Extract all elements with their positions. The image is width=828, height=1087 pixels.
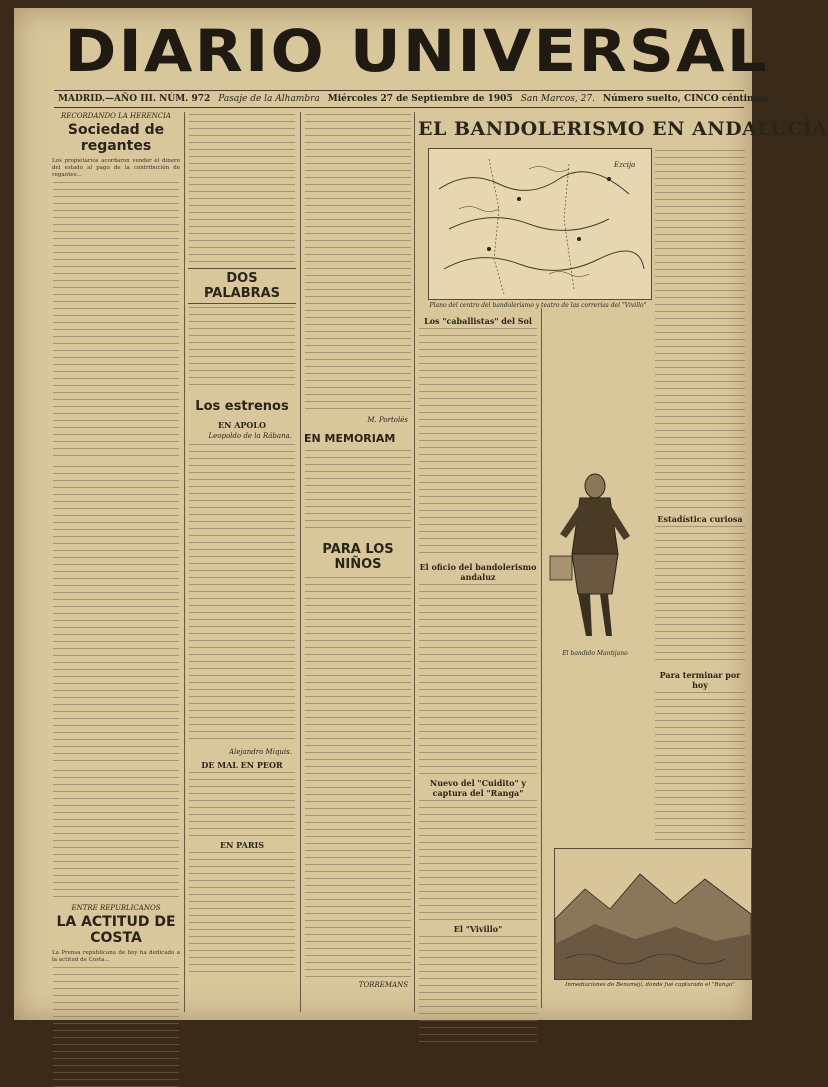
body-text-block [189, 114, 295, 262]
landscape-caption: Inmediaciones de Benamejí, donde fué capturado el "Ranga" [565, 982, 735, 988]
column-1 [52, 112, 180, 1012]
subheading: Para terminar por hoy [659, 670, 741, 690]
column-rule [184, 112, 185, 1012]
body-text-block [419, 584, 537, 774]
column-2 [188, 112, 296, 1012]
article-intro: Los propietarios acordaron vender el dinero del estado al pago de la contribución de regantes... [52, 158, 180, 178]
subheading: Nuevo del "Cuidito" y captura del "Ranga" [429, 778, 527, 798]
map-drawing [429, 149, 651, 299]
body-text-block [305, 114, 411, 412]
signature: Leopoldo de la Rábana. [208, 432, 292, 440]
section-heading: DOS PALABRAS [188, 268, 296, 304]
body-text-block [305, 577, 411, 977]
body-text-block [419, 800, 537, 920]
signature: M. Portolés [367, 416, 408, 424]
column-5 [654, 148, 746, 848]
address-right: San Marcos, 27. [520, 94, 595, 104]
body-text-block [53, 770, 179, 900]
dateline [54, 90, 768, 108]
bandit-figure [540, 464, 650, 644]
body-text-block [53, 967, 179, 1087]
landscape-drawing [555, 849, 751, 979]
subheading: EN APOLO [218, 420, 266, 430]
article-headline: LA ACTITUD DE COSTA [56, 914, 176, 946]
subheading: Estadística curiosa [657, 514, 743, 524]
body-text-block [419, 936, 537, 1046]
map-label: Ezcija [614, 161, 636, 169]
portrait-caption: El bandido Mantijano [562, 650, 628, 657]
section-heading: PARA LOS NIÑOS [322, 542, 394, 572]
body-text-block [655, 150, 745, 510]
subheading: Los "caballistas" del Sol [424, 316, 532, 326]
body-text-block [189, 444, 295, 744]
signature: TORREMANS [358, 981, 408, 989]
body-text-block [189, 852, 295, 972]
issue-date: Miércoles 27 de Septiembre de 1905 [327, 94, 513, 104]
masthead-title: DIARIO UNIVERSAL [64, 17, 769, 85]
signature: Alejandro Miquis. [228, 748, 292, 756]
column-4 [418, 312, 538, 1012]
main-headline: EL BANDOLERISMO EN ANDALUCÍA [418, 118, 828, 140]
portrait-illustration [540, 464, 650, 644]
section-heading: EN MEMORIAM [304, 432, 396, 445]
map-illustration [428, 148, 652, 300]
kicker: RECORDANDO LA HERENCIA [61, 112, 171, 120]
body-text-block [305, 450, 411, 534]
article-headline: Sociedad de regantes [67, 122, 165, 154]
address-left: Pasaje de la Alhambra [218, 94, 320, 104]
body-text-block [655, 692, 745, 842]
kicker: ENTRE REPUBLICANOS [71, 904, 161, 912]
body-text-block [189, 772, 295, 836]
column-rule [300, 112, 301, 1012]
body-text-block [189, 307, 295, 391]
column-rule [541, 308, 542, 1008]
body-text-block [53, 466, 179, 766]
subheading: DE MAL EN PEOR [201, 760, 283, 770]
subheading: EN PARIS [219, 840, 264, 850]
landscape-illustration [554, 848, 752, 980]
body-text-block [53, 182, 179, 462]
body-text-block [655, 526, 745, 666]
section-heading: Los estrenos [195, 399, 289, 414]
newspaper-page [14, 8, 828, 1020]
map-caption: Plano del centro del bandolerismo y teatro de las correrías del "Vivillo" [429, 302, 647, 309]
article-intro: La Prensa republicana de hoy ha dedicado a la actitud de Costa... [52, 950, 180, 963]
edition-number: MADRID.—AÑO III. NÚM. 972 [58, 94, 211, 104]
subheading: El "Vivillo" [453, 924, 503, 934]
subheading: El oficio del bandolerismo andaluz [419, 562, 537, 582]
body-text-block [419, 328, 537, 558]
column-rule [414, 112, 415, 1012]
price: Número suelto, CINCO céntimos [602, 94, 768, 104]
column-3 [304, 112, 412, 1012]
